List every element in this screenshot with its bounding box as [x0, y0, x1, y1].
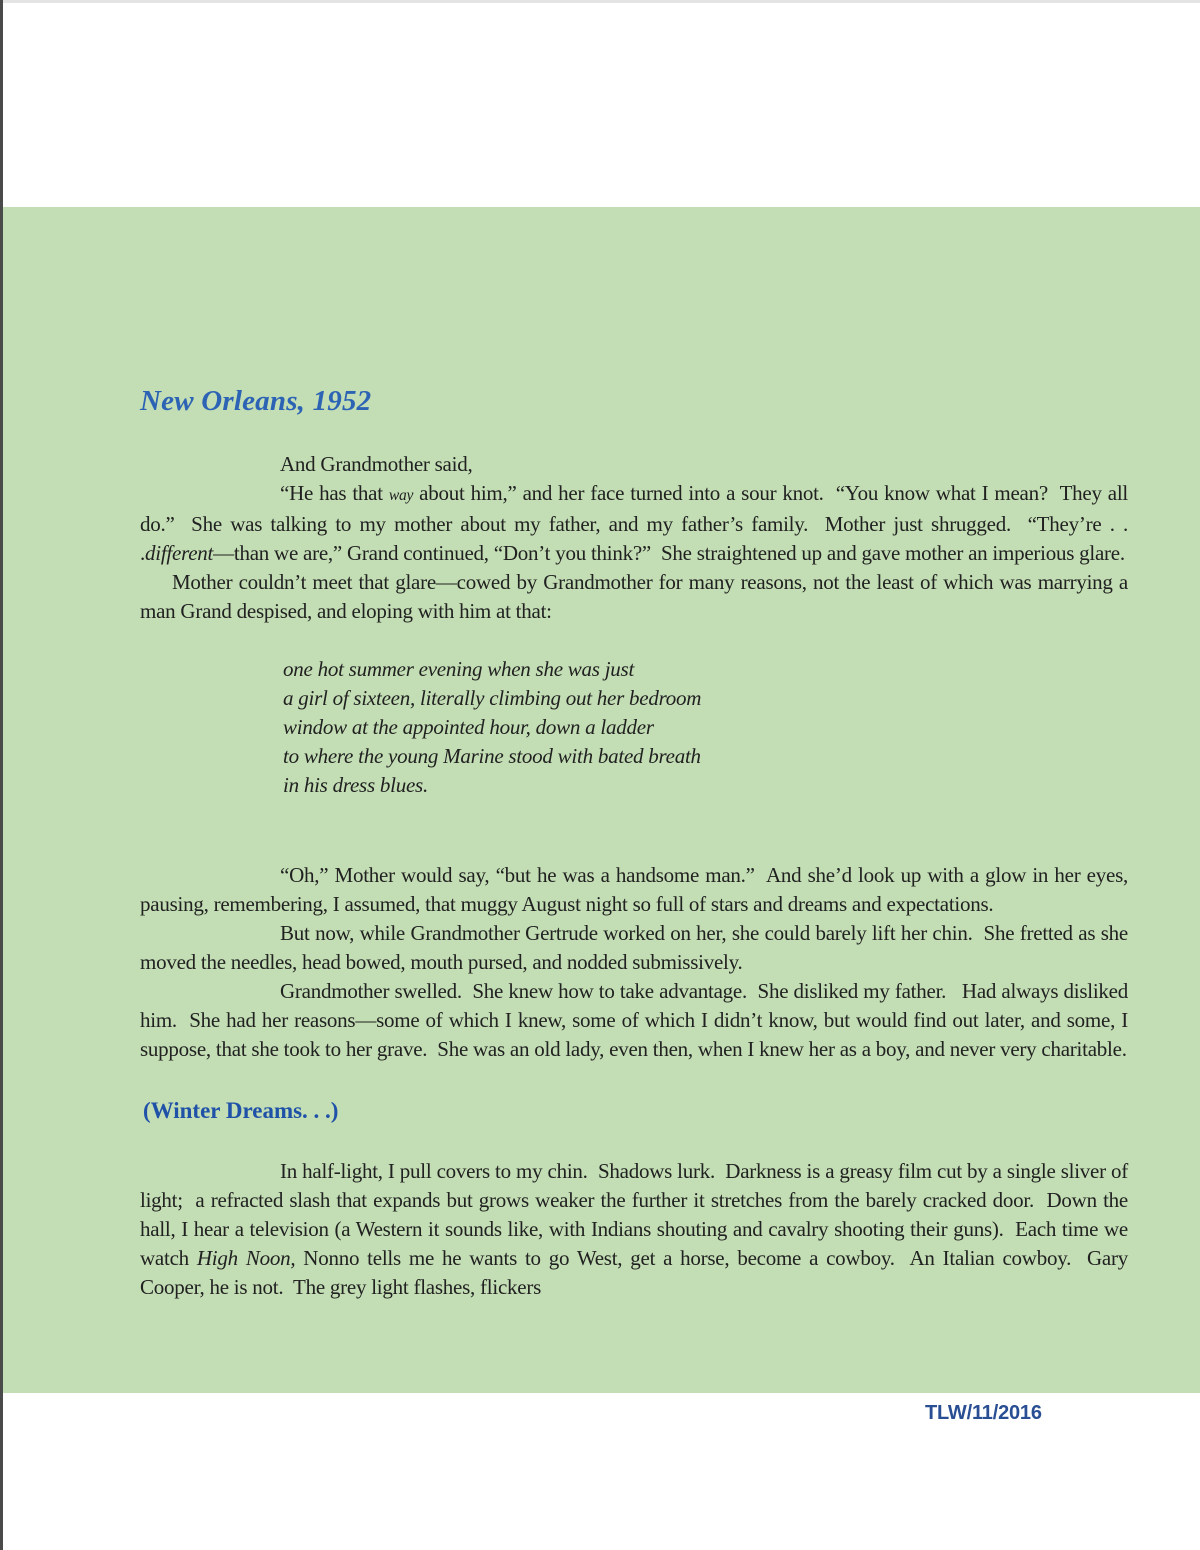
- text-segment: Mother couldn’t meet that glare—cowed by Grandmother for many reasons, not the least of which was marrying a man Grand despised, and eloping with him at that:: [140, 570, 1128, 623]
- text-segment: about him,” and her face turned into a sour knot. “You know what I mean? They all do.” She was talking to my mother about my father, and my father’s family. Mother just shrugged. “They’re . . .: [140, 481, 1128, 565]
- text-segment: —than we are,” Grand continued, “Don’t you think?” She straightened up and gave mother an imperious glare.: [213, 541, 1125, 565]
- text-segment: Grandmother swelled. She knew how to take advantage. She disliked my father. Had always disliked him. She had her reasons—some of which I knew, some of which I didn’t know, but would find out later, and some, I suppose, that she took to her grave. She was an old lady, even then, when I knew her as a boy, and never very charitable.: [140, 979, 1128, 1061]
- quote-line: window at the appointed hour, down a ladder: [283, 715, 654, 739]
- text-segment-italic: different: [145, 541, 214, 565]
- paragraph-mother-couldnt-meet: [140, 568, 1128, 626]
- footer-initials-date: TLW/11/2016: [925, 1402, 1042, 1424]
- paragraph-in-half-light: [140, 1157, 1128, 1302]
- top-edge-line: [0, 0, 1200, 3]
- paragraph-he-has-that-way: [140, 479, 1128, 568]
- section-heading-winter-dreams: (Winter Dreams. . .): [143, 1098, 339, 1123]
- text-segment: “He has that: [280, 481, 389, 505]
- body-text: [140, 450, 1128, 1302]
- elopement-quote: [283, 655, 1128, 800]
- quote-line: a girl of sixteen, literally climbing out her bedroom: [283, 686, 702, 710]
- text-segment-script: way: [388, 487, 414, 504]
- page-title: New Orleans, 1952: [140, 385, 372, 417]
- text-segment: And Grandmother said,: [280, 452, 473, 476]
- paragraph-oh-mother-would-say: [140, 861, 1128, 919]
- text-segment: Nonno tells me he wants to go West, get a horse, become a cowboy. An Italian cowboy. Gary Cooper, he is not. The grey light flashes, flickers: [140, 1246, 1128, 1299]
- quote-line: one hot summer evening when she was just: [283, 657, 635, 681]
- text-segment-italic: High Noon,: [196, 1246, 296, 1270]
- manuscript-panel: [3, 207, 1200, 1393]
- paragraph-grandmother-said: [140, 450, 1128, 479]
- text-segment: In half-light, I pull covers to my chin. Shadows lurk. Darkness is a greasy film cut by a single sliver of light; a refracted slash that expands but grows weaker the further it stretches from the barely cracked door. Down the hall, I hear a television (a Western it sounds like, with Indians shouting and cavalry shooting their guns). Each time we watch: [140, 1159, 1128, 1270]
- paragraph-but-now: [140, 919, 1128, 977]
- quote-line: to where the young Marine stood with bated breath: [283, 744, 701, 768]
- paragraph-grandmother-swelled: [140, 977, 1128, 1064]
- text-segment: “Oh,” Mother would say, “but he was a handsome man.” And she’d look up with a glow in her eyes, pausing, remembering, I assumed, that muggy August night so full of stars and dreams and expectations.: [140, 863, 1128, 916]
- text-segment: But now, while Grandmother Gertrude worked on her, she could barely lift her chin. She fretted as she moved the needles, head bowed, mouth pursed, and nodded submissively.: [140, 921, 1128, 974]
- quote-line: in his dress blues.: [283, 773, 428, 797]
